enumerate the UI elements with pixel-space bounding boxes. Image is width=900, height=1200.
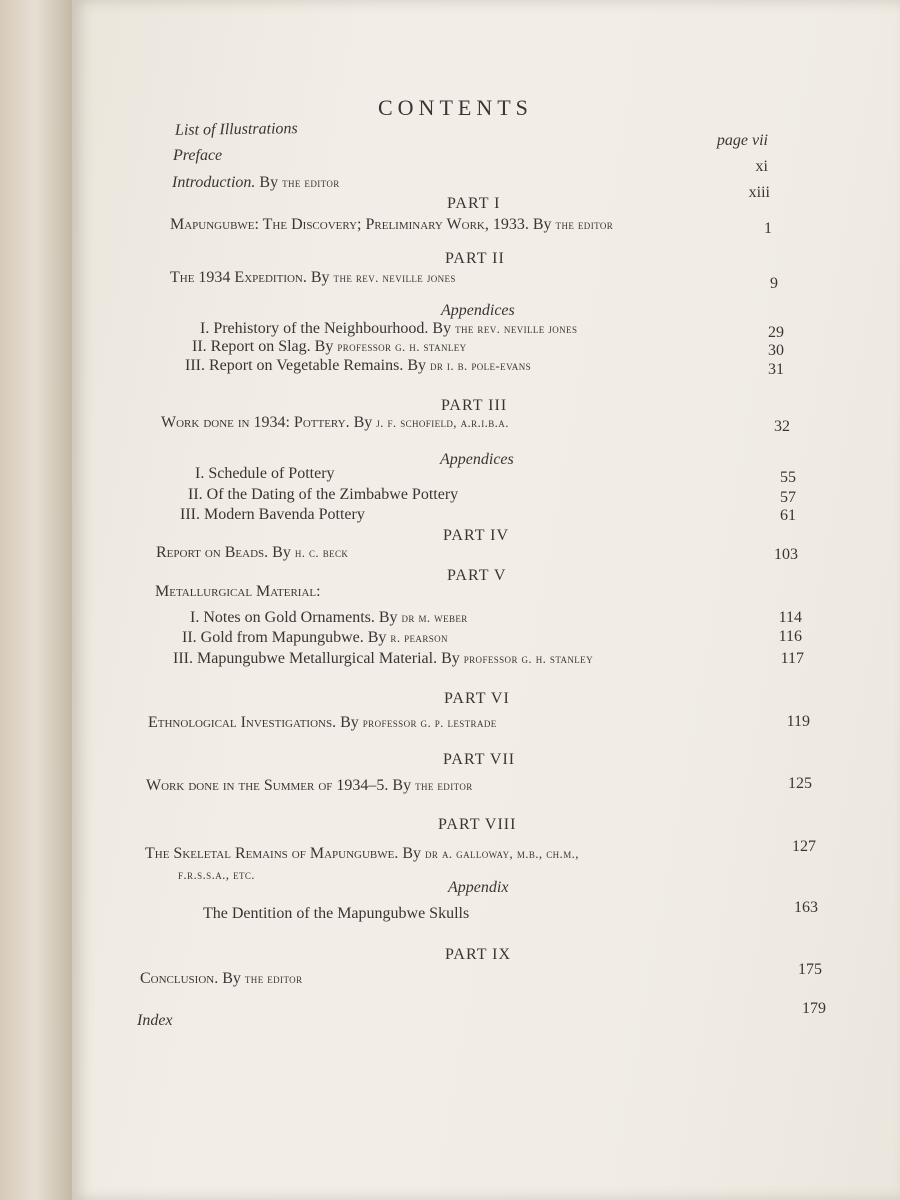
entry-author: r. pearson xyxy=(390,630,448,645)
appendix-title: Report on Vegetable Remains. xyxy=(208,357,404,374)
entry-by: By xyxy=(532,216,552,233)
appendix-number: I. xyxy=(195,465,205,482)
entry-author: the rev. neville jones xyxy=(455,321,578,336)
toc-entry-part6 xyxy=(148,714,497,732)
entry-author: professor g. p. lestrade xyxy=(362,715,497,730)
item-number: II. xyxy=(182,629,197,646)
entry-by: By xyxy=(392,777,412,794)
part-heading-4: PART IV xyxy=(443,527,510,544)
entry-title: Ethnological Investigations. xyxy=(148,714,337,731)
appendix-number: III. xyxy=(185,357,205,374)
appendices-label-part2: Appendices xyxy=(441,302,515,319)
toc-appendix-part8: The Dentition of the Mapungubwe Skulls xyxy=(203,905,470,922)
appendix-title: Schedule of Pottery xyxy=(208,465,335,482)
item-title: Gold from Mapungubwe. xyxy=(200,629,364,646)
toc-entry-introduction xyxy=(172,174,340,192)
toc-page-part5-2: 116 xyxy=(778,628,802,645)
appendices-label-part3: Appendices xyxy=(440,451,514,468)
entry-author: h. c. beck xyxy=(294,545,349,560)
toc-item-part5-1 xyxy=(190,609,468,627)
entry-author: the editor xyxy=(244,971,303,986)
entry-by: By xyxy=(353,414,373,431)
toc-entry-part5: Metallurgical Material: xyxy=(155,583,321,600)
entry-author: the editor xyxy=(415,778,473,793)
part-heading-8: PART VIII xyxy=(438,816,517,833)
toc-entry-part1 xyxy=(170,216,613,234)
toc-entry-preface: Preface xyxy=(173,147,223,164)
entry-author: dr m. weber xyxy=(401,610,468,625)
entry-title: Introduction. xyxy=(172,174,256,191)
item-title: Mapungubwe Metallurgical Material. xyxy=(196,650,438,667)
toc-page-part3: 32 xyxy=(774,418,790,435)
entry-title: The 1934 Expedition. xyxy=(170,269,307,286)
entry-by: By xyxy=(441,650,460,667)
entry-title: Work done in the Summer of 1934–5. xyxy=(146,777,389,794)
part-heading-3: PART III xyxy=(441,397,508,414)
toc-entry-part3 xyxy=(161,414,509,432)
entry-by: By xyxy=(310,269,330,286)
toc-page-part5-1: 114 xyxy=(778,609,802,626)
part-heading-7: PART VII xyxy=(443,751,516,768)
part-heading-2: PART II xyxy=(445,250,505,267)
toc-entry-part7 xyxy=(146,777,473,795)
appendix-title: Modern Bavenda Pottery xyxy=(203,506,365,523)
appendix-number: III. xyxy=(180,506,200,523)
entry-author: professor g. h. stanley xyxy=(337,339,467,354)
toc-page-part8: 127 xyxy=(792,838,816,855)
entry-author: j. f. schofield, a.r.i.b.a. xyxy=(376,415,509,430)
toc-page-part3-app1: 55 xyxy=(780,469,796,486)
page-title: CONTENTS xyxy=(378,95,533,120)
toc-appendix-part2-3 xyxy=(185,357,531,375)
entry-by: By xyxy=(340,714,359,731)
toc-appendix-part2-1 xyxy=(200,320,577,338)
toc-appendix-part2-2 xyxy=(192,338,467,356)
entry-by: By xyxy=(259,174,279,191)
part-heading-9: PART IX xyxy=(445,946,512,963)
part-heading-5: PART V xyxy=(447,567,507,584)
entry-title: Mapungubwe: The Discovery; Preliminary Work, 1933. xyxy=(170,216,529,233)
toc-page-preface: xi xyxy=(755,158,768,175)
entry-author: the rev. neville jones xyxy=(333,270,456,285)
part-heading-6: PART VI xyxy=(444,690,510,707)
entry-title: Report on Beads. xyxy=(156,544,269,561)
toc-entry-part4 xyxy=(156,544,348,562)
appendix-number: II. xyxy=(192,338,207,355)
item-number: I. xyxy=(190,609,200,626)
toc-entry-part9 xyxy=(140,970,302,988)
toc-page-part7: 125 xyxy=(788,775,812,792)
appendix-number: I. xyxy=(200,320,210,337)
appendix-title: Report on Slag. xyxy=(210,338,311,355)
item-number: III. xyxy=(173,650,193,667)
entry-by: By xyxy=(432,320,452,337)
toc-entry-part8 xyxy=(145,845,579,863)
appendix-title: Prehistory of the Neighbourhood. xyxy=(213,320,429,337)
entry-author: dr a. galloway, m.b., ch.m., xyxy=(425,846,579,861)
entry-author: dr i. b. pole-evans xyxy=(429,358,532,373)
toc-page-part3-app2: 57 xyxy=(780,489,796,506)
toc-page-part2: 9 xyxy=(770,275,778,292)
entry-by: By xyxy=(407,357,426,374)
toc-page-part1: 1 xyxy=(764,220,772,237)
entry-by: By xyxy=(314,338,334,355)
entry-by: By xyxy=(378,609,398,626)
item-title: Notes on Gold Ornaments. xyxy=(203,609,375,626)
part-heading-1: PART I xyxy=(447,195,501,212)
entry-author: the editor xyxy=(555,217,614,232)
toc-page-part3-app3: 61 xyxy=(780,507,796,524)
toc-page-index: 179 xyxy=(802,1000,826,1017)
book-gutter xyxy=(0,0,78,1200)
toc-page-part2-app2: 30 xyxy=(768,342,784,359)
toc-page-part2-app1: 29 xyxy=(768,324,784,341)
entry-author-continued: f.r.s.s.a., etc. xyxy=(178,867,255,882)
toc-page-introduction: xiii xyxy=(748,184,770,201)
entry-by: By xyxy=(222,970,241,987)
toc-page-list-of-illustrations: page vii xyxy=(716,132,768,149)
appendix-label-part8: Appendix xyxy=(448,879,509,896)
toc-entry-index: Index xyxy=(137,1012,173,1029)
appendix-number: II. xyxy=(188,486,203,503)
toc-appendix-part3-1 xyxy=(195,465,335,483)
toc-page-part9: 175 xyxy=(798,961,822,978)
appendix-title: Of the Dating of the Zimbabwe Pottery xyxy=(206,486,459,503)
toc-entry-list-of-illustrations: List of Illustrations xyxy=(174,120,298,139)
entry-author: the editor xyxy=(282,175,340,190)
entry-title: Conclusion. xyxy=(140,970,219,987)
toc-item-part5-2 xyxy=(182,629,448,647)
toc-item-part5-3 xyxy=(173,650,593,668)
toc-page-part4: 103 xyxy=(774,546,798,563)
toc-appendix-part3-3 xyxy=(180,506,365,524)
toc-page-part2-app3: 31 xyxy=(768,361,784,378)
toc-page-part8-appendix: 163 xyxy=(794,899,818,916)
toc-page-part6: 119 xyxy=(786,713,810,730)
toc-page-part5-3: 117 xyxy=(780,650,804,667)
toc-entry-part2 xyxy=(170,269,456,287)
entry-title: Work done in 1934: Pottery. xyxy=(161,414,350,431)
entry-title: The Skeletal Remains of Mapungubwe. xyxy=(145,845,399,862)
entry-by: By xyxy=(402,845,422,862)
entry-author: professor g. h. stanley xyxy=(463,651,593,666)
toc-appendix-part3-2 xyxy=(188,486,458,504)
entry-by: By xyxy=(272,544,291,561)
entry-by: By xyxy=(367,629,387,646)
